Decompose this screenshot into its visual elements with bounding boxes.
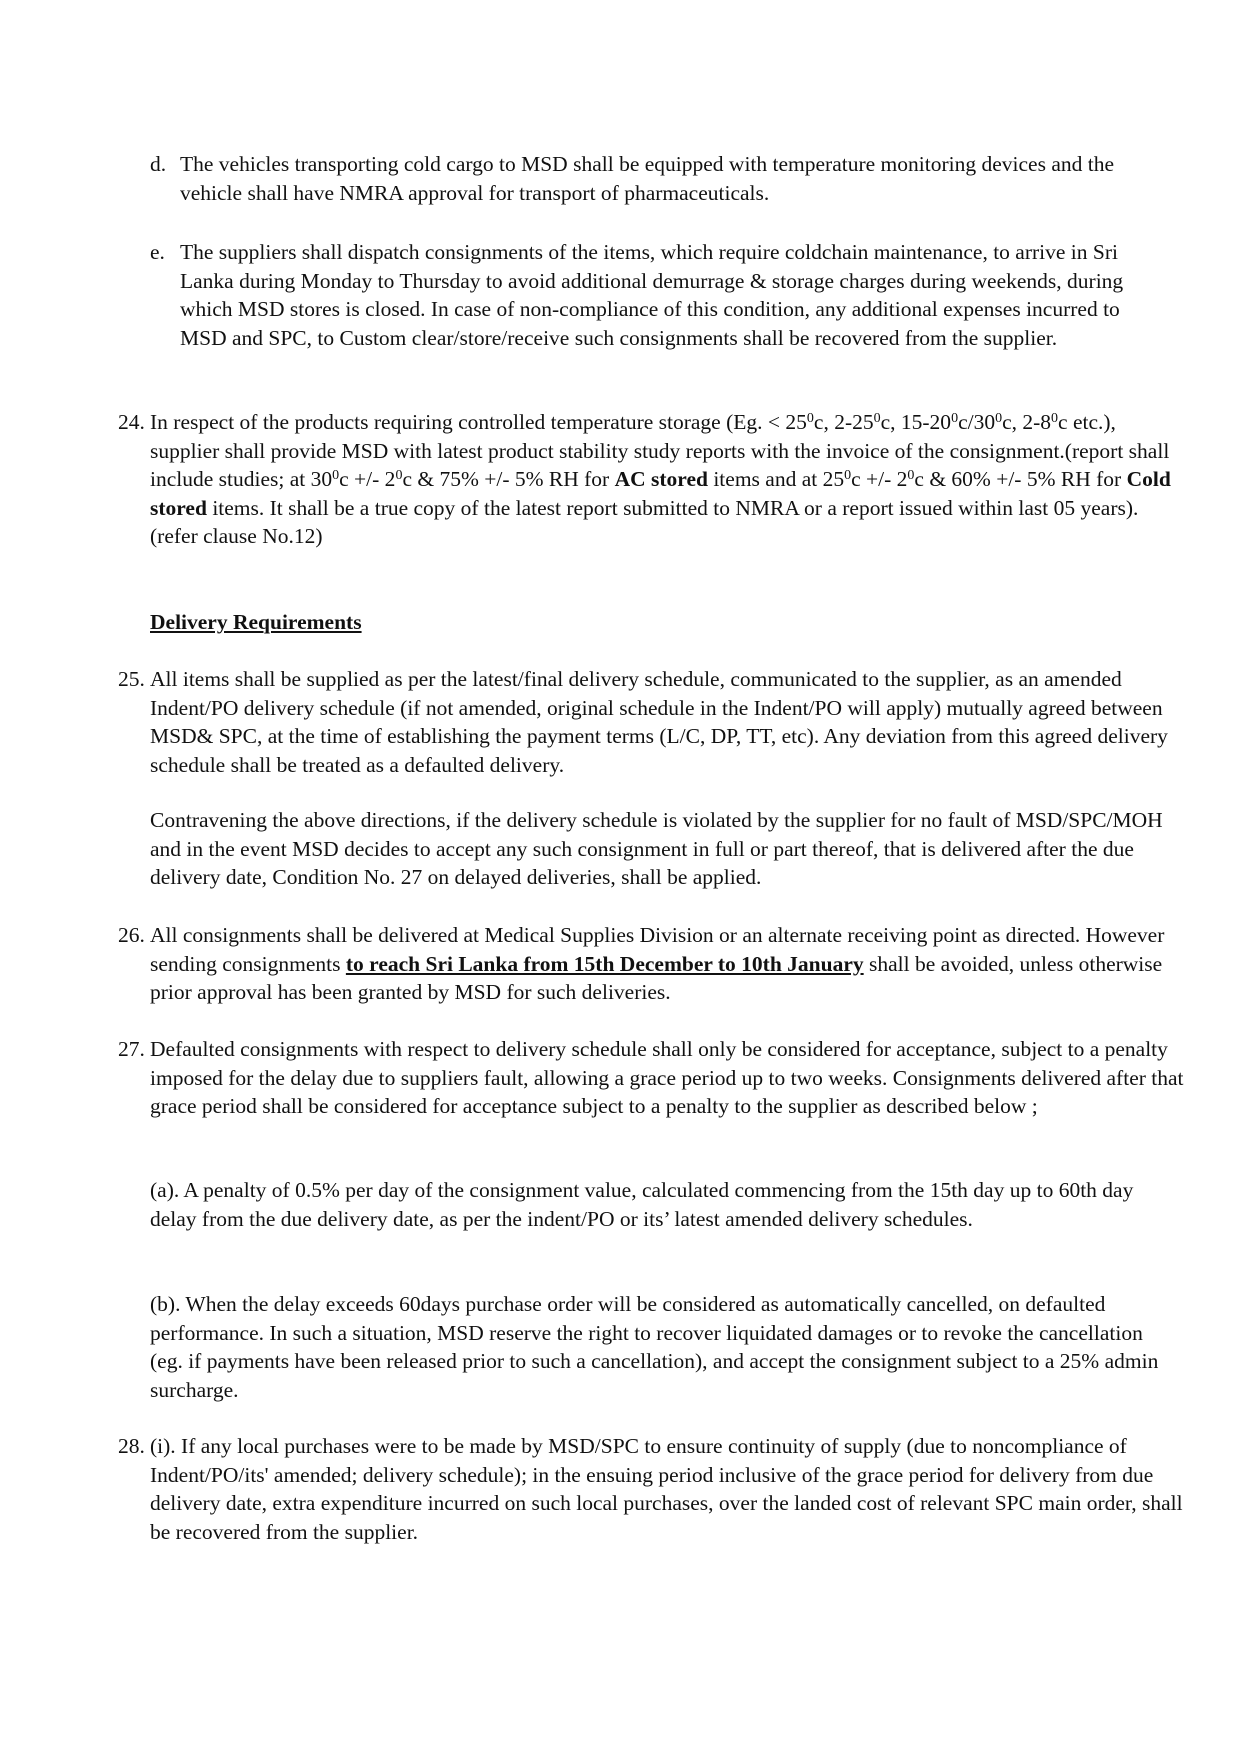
clause-27-text: Defaulted consignments with respect to delivery schedule shall only be considered for acceptance, subject to a penalty imposed for the delay due to suppliers fault, allowing a grace period up to two weeks. Consignments delivered after that grace period shall be considered for acceptance subject to a penalty to the supplier as described below ; xyxy=(150,1037,1184,1118)
clause-28-number: 28. xyxy=(118,1434,145,1458)
clause-26 xyxy=(118,921,1188,1007)
list-item-e xyxy=(150,238,1150,352)
list-marker-d: d. xyxy=(150,152,167,176)
clause-27-subitem-a: (a). A penalty of 0.5% per day of the consignment value, calculated commencing from the 15th day up to 60th day delay from the due delivery date, as per the indent/PO or its’ latest amended delivery schedules. xyxy=(150,1178,1134,1231)
clause-27 xyxy=(118,1035,1188,1121)
clause-26-number: 26. xyxy=(118,923,145,947)
list-item-e-text: The suppliers shall dispatch consignments of the items, which require coldchain maintenance, to arrive in Sri Lanka during Monday to Thursday to avoid additional demurrage & storage charges during weekends, during which MSD stores is closed. In case of non-compliance of this condition, any additional expenses incurred to MSD and SPC, to Custom clear/store/receive such consignments shall be recovered from the supplier. xyxy=(180,240,1124,350)
clause-28 xyxy=(118,1432,1188,1546)
clause-24-number: 24. xyxy=(118,410,145,434)
clause-25 xyxy=(118,665,1188,779)
section-heading-delivery: Delivery Requirements xyxy=(150,610,362,634)
clause-24-text: In respect of the products requiring controlled temperature storage (Eg. < $25^0c$, $2-25^0c$, $15-20^0c/30^0c$, $2-8^0c$ etc.), supplier shall provide MSD with latest product stability study reports with the invoice of the consignment.(report shall include studies; at $30^0c$ +/- $2^0c$ & 75% +/- 5% RH for AC stored items and at $25^0c$ +/- $2^0c$ & 60% +/- 5% RH for Cold stored items. It shall be a true copy of the latest report submitted to NMRA or a report issued within last 05 years).(refer clause No.12) xyxy=(150,410,1171,548)
clause-24-reference: (refer clause No.12) xyxy=(150,524,323,548)
clause-27-subitem-b: (b). When the delay exceeds 60days purchase order will be considered as automatically cancelled, on defaulted performance. In such a situation, MSD reserve the right to recover liquidated damages or to revoke the cancellation (eg. if payments have been released prior to such a cancellation), and accept the consignment subject to a 25% admin surcharge. xyxy=(150,1292,1159,1402)
cold-stored-emphasis: Cold stored xyxy=(150,467,1171,520)
clause-24 xyxy=(118,408,1188,551)
clause-26-text: All consignments shall be delivered at Medical Supplies Division or an alternate receiving point as directed. However sending consignments to reach Sri Lanka from 15th December to 10th January shall be avoided, unless otherwise prior approval has been granted by MSD for such deliveries. xyxy=(150,923,1165,1004)
holiday-period-emphasis: to reach Sri Lanka from 15th December to 10th January xyxy=(345,951,864,976)
clause-28-text: (i). If any local purchases were to be made by MSD/SPC to ensure continuity of supply (due to noncompliance of Indent/PO/its' amended; delivery schedule); in the ensuing period inclusive of the grace period for delivery from due delivery date, extra expenditure incurred on such local purchases, over the landed cost of relevant SPC main order, shall be recovered from the supplier. xyxy=(150,1434,1183,1544)
clause-27-number: 27. xyxy=(118,1037,145,1061)
clause-25-text: All items shall be supplied as per the latest/final delivery schedule, communicated to the supplier, as an amended Indent/PO delivery schedule (if not amended, original schedule in the Indent/PO will apply) mutually agreed between MSD& SPC, at the time of establishing the payment terms (L/C, DP, TT, etc). Any deviation from this agreed delivery schedule shall be treated as a defaulted delivery. xyxy=(150,667,1168,777)
list-marker-e: e. xyxy=(150,240,165,264)
list-item-d xyxy=(150,150,1130,207)
clause-25-number: 25. xyxy=(118,667,145,691)
ac-stored-emphasis: AC stored xyxy=(614,467,708,491)
clause-25-paragraph-2: Contravening the above directions, if the delivery schedule is violated by the supplier for no fault of MSD/SPC/MOH and in the event MSD decides to accept any such consignment in full or part thereof, that is delivered after the due delivery date, Condition No. 27 on delayed deliveries, shall be applied. xyxy=(150,808,1163,889)
list-item-d-text: The vehicles transporting cold cargo to MSD shall be equipped with temperature monitoring devices and the vehicle shall have NMRA approval for transport of pharmaceuticals. xyxy=(180,152,1115,205)
